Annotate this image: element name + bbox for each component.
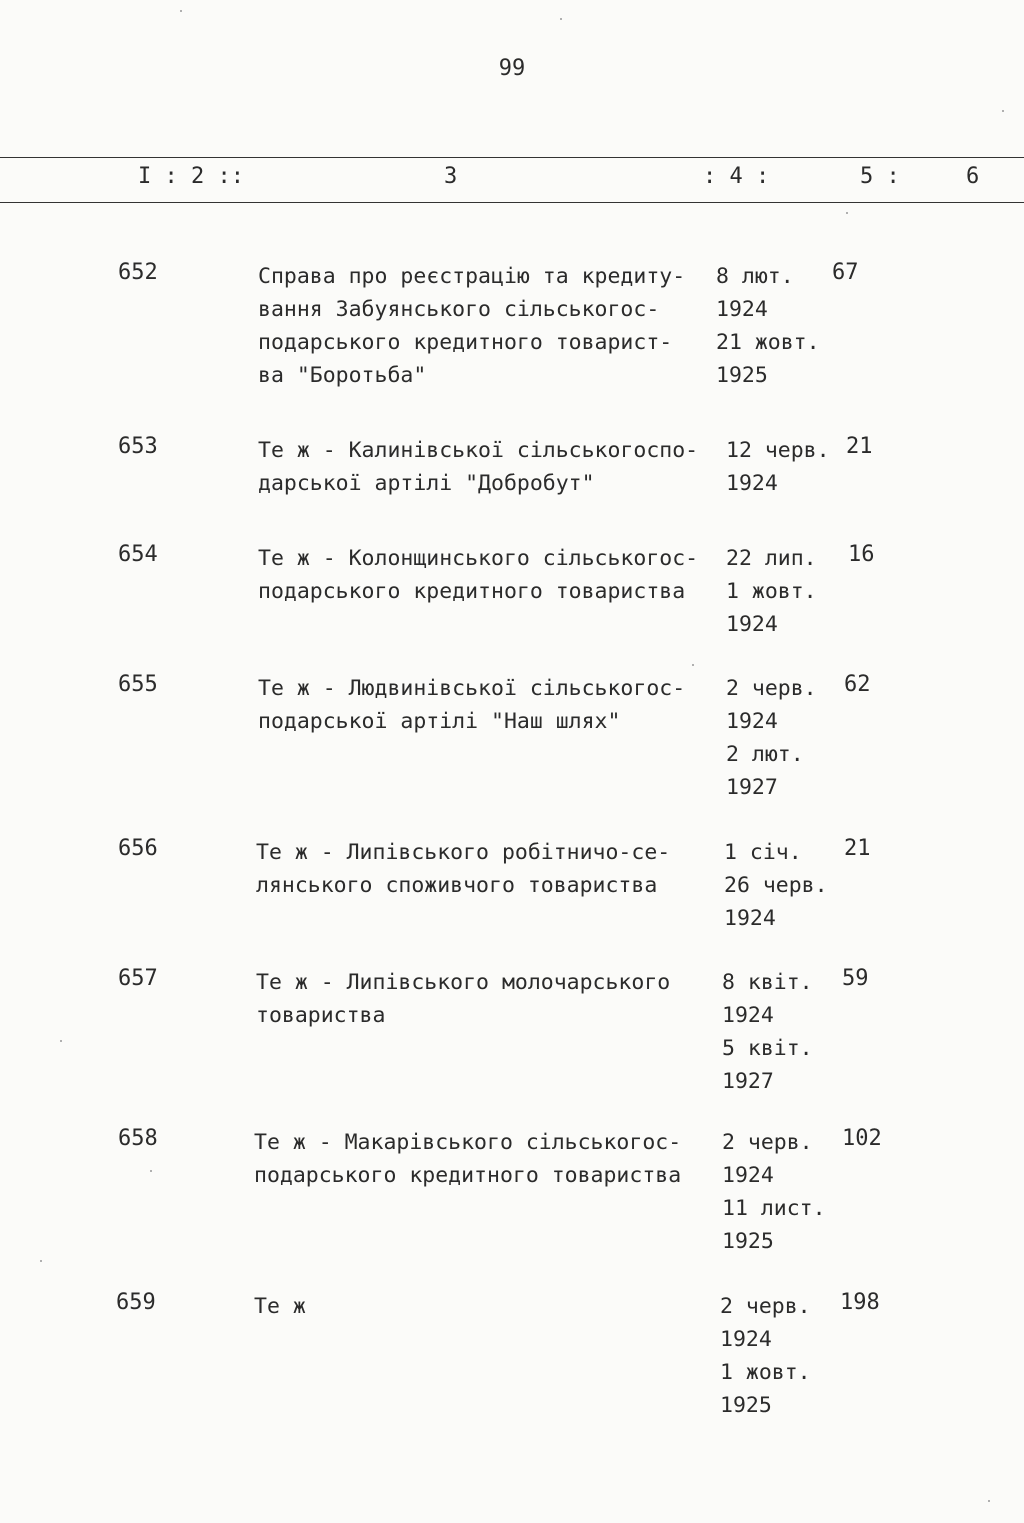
date-line: 2 черв. xyxy=(726,676,817,701)
date-line: 26 черв. xyxy=(724,873,828,898)
entry-description xyxy=(258,434,708,500)
description-line: товариства xyxy=(256,1003,386,1028)
entry-dates xyxy=(716,260,836,392)
date-line: 1924 xyxy=(720,1327,772,1352)
description-line: лянського споживчого товариства xyxy=(256,873,658,898)
entry-sheets: 198 xyxy=(840,1290,880,1315)
scan-speck xyxy=(560,18,562,20)
header-column-3: 3 xyxy=(444,164,458,189)
entry-description xyxy=(258,672,708,738)
date-line: 1924 xyxy=(726,612,778,637)
date-line: 1924 xyxy=(726,471,778,496)
description-line: Те ж - Липівського молочарського xyxy=(256,970,671,995)
entry-sheets: 62 xyxy=(844,672,871,697)
entry-dates xyxy=(722,1126,842,1258)
description-line: подарської артілі "Наш шлях" xyxy=(258,709,621,734)
header-column-5: 5 : xyxy=(860,164,900,189)
date-line: 12 черв. xyxy=(726,438,830,463)
date-line: 21 жовт. xyxy=(716,330,820,355)
description-line: Те ж - Колонщинського сільськогос- xyxy=(258,546,699,571)
entry-dates xyxy=(722,966,842,1098)
date-line: 11 лист. xyxy=(722,1196,826,1221)
entry-description xyxy=(258,260,708,392)
date-line: 1 січ. xyxy=(724,840,802,865)
date-line: 2 черв. xyxy=(720,1294,811,1319)
date-line: 1924 xyxy=(716,297,768,322)
date-line: 1925 xyxy=(722,1229,774,1254)
scan-speck xyxy=(846,212,848,214)
description-line: Те ж - Людвинівської сільськогос- xyxy=(258,676,686,701)
description-line: Справа про реєстрацію та кредиту- xyxy=(258,264,686,289)
scan-speck xyxy=(150,1170,152,1172)
scan-speck xyxy=(180,10,182,12)
description-line: ва "Боротьба" xyxy=(258,363,427,388)
header-column-6: 6 xyxy=(966,164,980,189)
scan-speck xyxy=(40,1260,42,1262)
date-line: 1 жовт. xyxy=(726,579,817,604)
entry-description xyxy=(254,1290,704,1323)
entry-sheets: 21 xyxy=(846,434,873,459)
description-line: Те ж - Калинівської сільськогоспо- xyxy=(258,438,699,463)
date-line: 8 лют. xyxy=(716,264,794,289)
date-line: 1927 xyxy=(726,775,778,800)
description-line: подарського кредитного товариства xyxy=(258,579,686,604)
scan-speck xyxy=(60,1040,62,1042)
scan-speck xyxy=(988,1500,990,1502)
entry-number: 656 xyxy=(118,836,158,861)
date-line: 1927 xyxy=(722,1069,774,1094)
entry-number: 654 xyxy=(118,542,158,567)
header-bottom-rule xyxy=(0,202,1024,203)
entry-number: 653 xyxy=(118,434,158,459)
entry-number: 659 xyxy=(116,1290,156,1315)
entry-number: 652 xyxy=(118,260,158,285)
date-line: 2 черв. xyxy=(722,1130,813,1155)
entry-number: 658 xyxy=(118,1126,158,1151)
description-line: вання Забуянського сільськогос- xyxy=(258,297,660,322)
date-line: 1925 xyxy=(716,363,768,388)
entry-dates xyxy=(720,1290,840,1422)
date-line: 2 лют. xyxy=(726,742,804,767)
entry-sheets: 67 xyxy=(832,260,859,285)
page-number: 99 xyxy=(498,56,526,81)
scan-speck xyxy=(692,664,694,666)
description-line: Те ж - Липівського робітничо-се- xyxy=(256,840,671,865)
description-line: подарського кредитного товарист- xyxy=(258,330,673,355)
date-line: 1924 xyxy=(724,906,776,931)
date-line: 1924 xyxy=(722,1163,774,1188)
description-line: Те ж xyxy=(254,1294,306,1319)
description-line: Те ж - Макарівського сільськогос- xyxy=(254,1130,682,1155)
entry-number: 655 xyxy=(118,672,158,697)
entry-description xyxy=(256,966,706,1032)
header-column-4: : 4 : xyxy=(703,164,770,189)
entry-sheets: 16 xyxy=(848,542,875,567)
entry-sheets: 102 xyxy=(842,1126,882,1151)
entry-dates xyxy=(724,836,844,935)
entry-dates xyxy=(726,542,846,641)
entry-number: 657 xyxy=(118,966,158,991)
date-line: 8 квіт. xyxy=(722,970,813,995)
date-line: 1924 xyxy=(726,709,778,734)
entry-description xyxy=(258,542,708,608)
entry-description xyxy=(254,1126,704,1192)
date-line: 22 лип. xyxy=(726,546,817,571)
description-line: дарської артілі "Добробут" xyxy=(258,471,595,496)
date-line: 1925 xyxy=(720,1393,772,1418)
date-line: 1 жовт. xyxy=(720,1360,811,1385)
entry-dates xyxy=(726,434,846,500)
entry-dates xyxy=(726,672,846,804)
entry-sheets: 59 xyxy=(842,966,869,991)
scan-speck xyxy=(1002,110,1004,112)
header-columns-1-2: I : 2 :: xyxy=(138,164,244,189)
description-line: подарського кредитного товариства xyxy=(254,1163,682,1188)
header-top-rule xyxy=(0,157,1024,158)
entry-sheets: 21 xyxy=(844,836,871,861)
date-line: 1924 xyxy=(722,1003,774,1028)
entry-description xyxy=(256,836,706,902)
date-line: 5 квіт. xyxy=(722,1036,813,1061)
